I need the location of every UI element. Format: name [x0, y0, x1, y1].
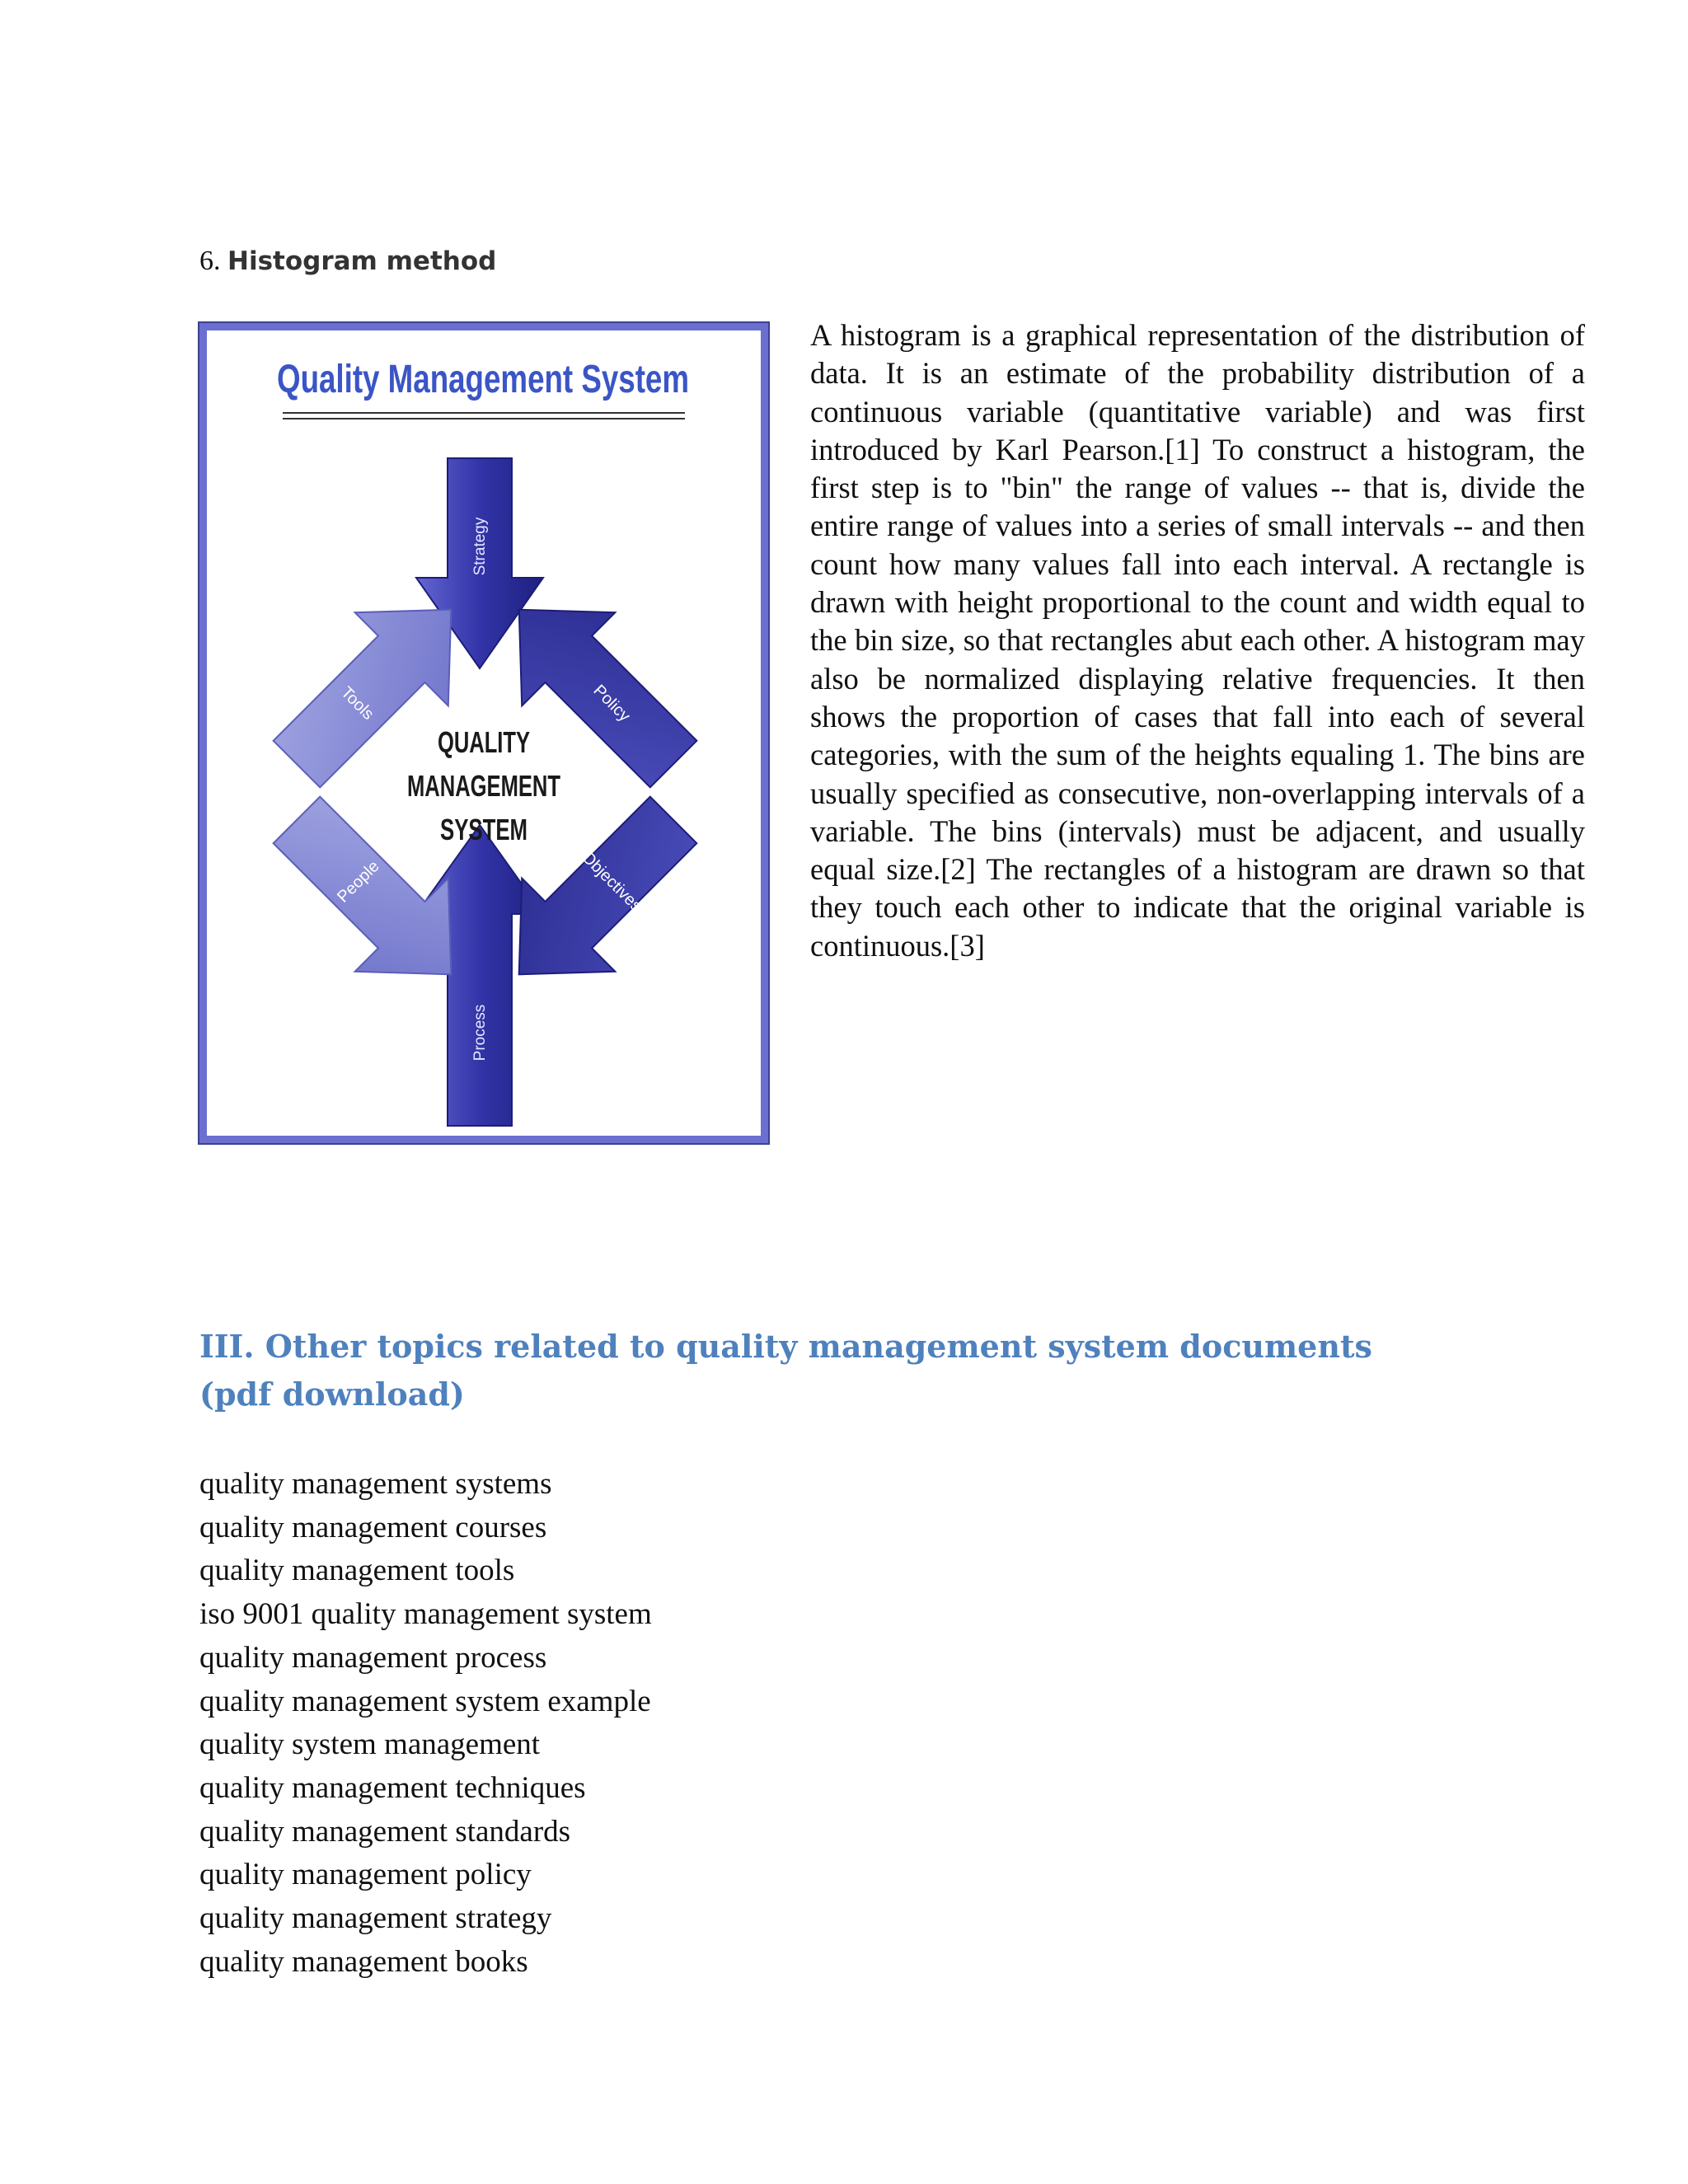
list-item: quality management systems — [199, 1467, 552, 1501]
list-item: quality system management — [199, 1727, 541, 1762]
topic-list — [199, 1463, 652, 1984]
section-heading — [199, 241, 496, 282]
center-line-3: SYSTEM — [440, 813, 528, 846]
list-item: quality management system example — [199, 1684, 651, 1718]
center-line-2: MANAGEMENT — [407, 769, 561, 803]
list-item: quality management tools — [199, 1554, 515, 1588]
policy-label: Policy — [589, 681, 634, 726]
topics-heading: III. Other topics related to quality management system documents (pdf download) — [199, 1328, 1372, 1413]
tools-label: Tools — [337, 683, 377, 724]
list-item: quality management policy — [199, 1858, 532, 1892]
process-label: Process — [471, 1004, 489, 1062]
list-item: quality management courses — [199, 1510, 547, 1544]
section-title: Histogram method — [227, 246, 497, 276]
figure-title: Quality Management System — [277, 358, 689, 401]
objectives-label: Objectives — [578, 848, 645, 916]
list-item: quality management standards — [199, 1814, 571, 1849]
center-label — [407, 725, 560, 846]
list-item: quality management techniques — [199, 1770, 586, 1805]
strategy-label: Strategy — [471, 517, 489, 576]
process-arrow — [416, 825, 543, 1126]
people-label: People — [334, 857, 383, 907]
list-item: quality management strategy — [199, 1901, 552, 1936]
qms-diagram-image — [199, 323, 768, 1143]
section-number: 6. — [199, 246, 227, 276]
list-item: quality management process — [199, 1640, 547, 1675]
list-item: quality management books — [199, 1944, 528, 1979]
center-line-1: QUALITY — [438, 725, 530, 759]
list-item: iso 9001 quality management system — [199, 1597, 652, 1632]
histogram-paragraph: A histogram is a graphical representation of the distribution of data. It is an estimate of the probability distribution of a continuous variable (quantitative variable) and was first introduced by Karl Pearson.[1] To construct a histogram, the first step is to "bin" the range of values -- that is, divide the entire range of values into a series of small intervals -- and then count how many values fall into each interval. A rectangle is drawn with height proportional to the count and width equal to the bin size, so that rectangles abut each other. A histogram may also be normalized displaying relative frequencies. It then shows the proportion of cases that fall into each of several categories, with the sum of the heights equaling 1. The bins are usually specified as consecutive, non-overlapping intervals of a variable. The bins (intervals) must be adjacent, and usually equal size.[2] The rectangles of a histogram are drawn so that they touch each other to indicate that the original variable is continuous.[3] — [810, 318, 1585, 963]
